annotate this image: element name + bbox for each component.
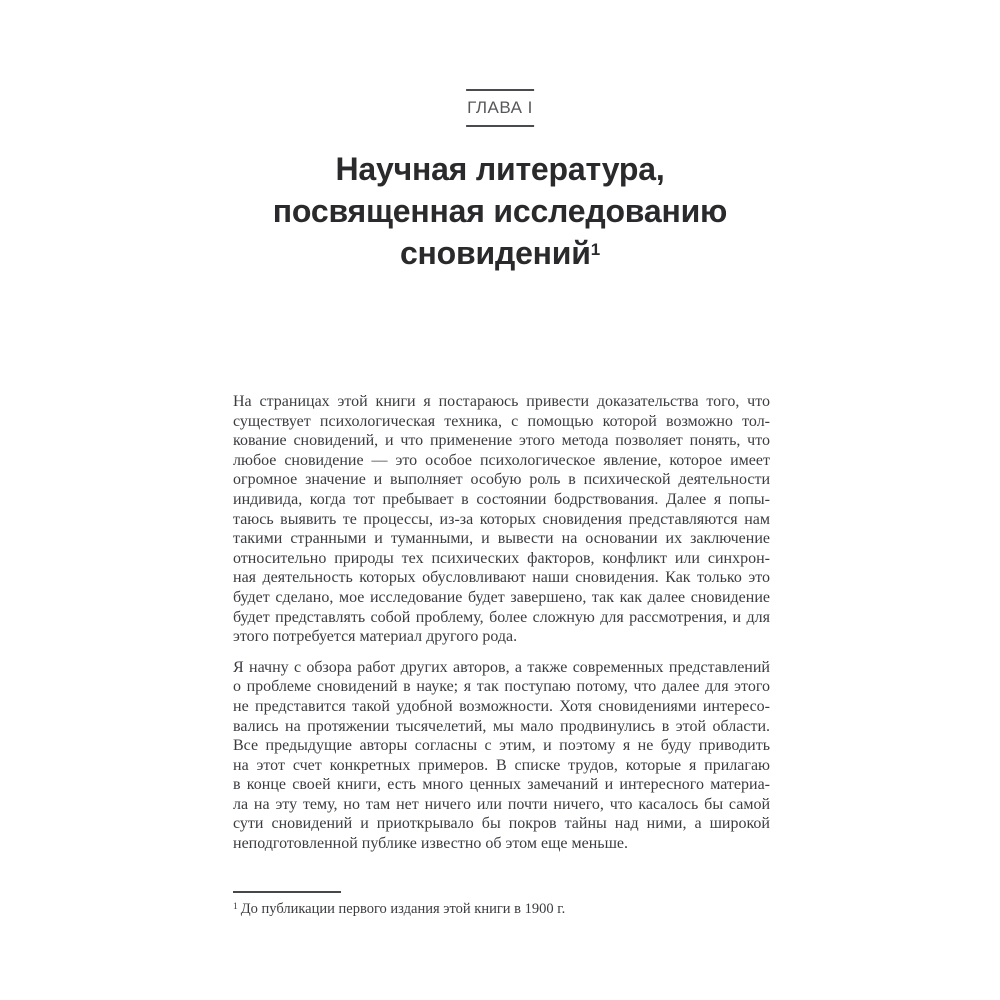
footnote-marker: 1: [233, 901, 238, 912]
text-line: о проблеме сновидений в науке; я так поступаю потому, что далее для этого: [233, 678, 770, 696]
footnote-text-row: [233, 900, 770, 920]
footnote: [233, 891, 770, 920]
text-line: Я начну с обзора работ других авторов, а также современных представлений: [233, 658, 770, 676]
text-line: на этот счет конкретных примеров. В списке трудов, которые я прилагаю: [233, 756, 770, 774]
text-line: На страницах этой книги я постараюсь привести доказательства того, что: [233, 393, 770, 410]
text-line: огромное значение и выполняет особую роль в психической деятельности: [233, 471, 770, 489]
chapter-title-line-1: Научная литература,: [335, 151, 665, 187]
text-line: не представится такой удобной возможности. Хотя сновидениями интересо-: [233, 697, 770, 715]
text-line: относительно природы тех психических факторов, конфликт или синхрон-: [233, 549, 770, 567]
chapter-label: ГЛАВА I: [467, 98, 533, 117]
text-line: в конце своей книги, есть много ценных замечаний и интересного материа-: [233, 776, 770, 794]
text-line: этого потребуется материал другого рода.: [233, 628, 518, 646]
text-line: любое сновидение — это особое психологическое явление, которое имеет: [233, 451, 770, 469]
chapter-title-line-3-text: сновидений: [399, 235, 591, 271]
text-line: вались на протяжении тысячелетий, мы мало продвинулись в этой области.: [233, 717, 770, 735]
text-line: будет сделано, мое исследование будет завершено, так как далее сновидение: [233, 588, 770, 606]
text-line: такими странными и туманными, и вывести на основании их заключение: [233, 530, 770, 548]
text-line: индивида, когда тот пребывает в состоянии бодрствования. Далее я попы-: [233, 490, 770, 508]
text-line: будет представлять собой проблему, более сложную для рассмотрения, и для: [233, 608, 770, 626]
text-line: сути сновидений и приоткрывало бы покров тайны над ними, а широкой: [233, 815, 770, 833]
chapter-title-line-3: [0, 232, 1000, 280]
text-line: неподготовленной публике известно об этом еще меньше.: [233, 835, 629, 853]
paragraph: [233, 392, 770, 647]
text-line: таюсь выявить те процессы, из-за которых сновидения представляются нам: [233, 510, 770, 528]
chapter-label-block: [466, 89, 534, 127]
text-line: Все предыдущие авторы согласны с этим, и поэтому я не буду приводить: [233, 737, 770, 755]
footnote-text: До публикации первого издания этой книги в 1900 г.: [240, 901, 566, 917]
paragraph: [233, 658, 770, 854]
text-line: существует психологическая техника, с помощью которой возможно тол-: [233, 412, 770, 430]
body-text: [233, 392, 770, 865]
chapter-title: [0, 148, 1000, 280]
title-footnote-reference: 1: [590, 239, 601, 259]
chapter-title-line-2: посвященная исследованию: [272, 193, 728, 229]
footnote-separator-rule: [233, 891, 341, 893]
text-line: кование сновидений, и что применение этого метода позволяет понять, что: [233, 432, 770, 450]
text-line: ла на эту тему, но там нет ничего или почти ничего, что касалось бы самой: [233, 795, 770, 813]
text-line: ная деятельность которых обусловливают наши сновидения. Как только это: [233, 569, 770, 587]
